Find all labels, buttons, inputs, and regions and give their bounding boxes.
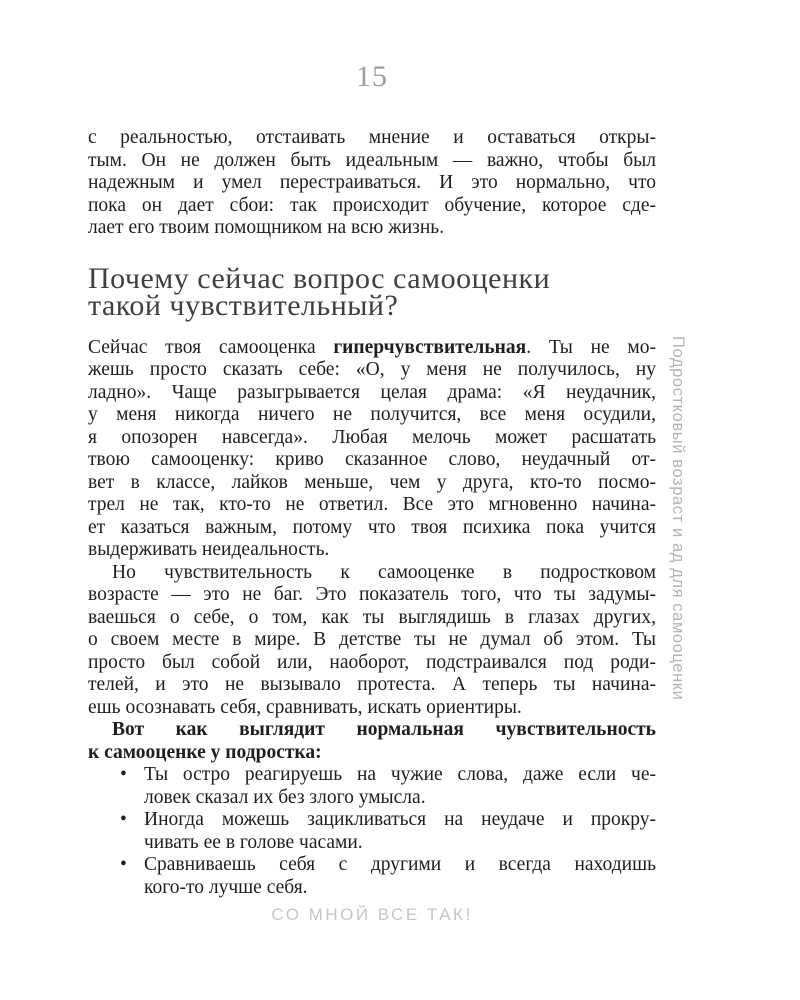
- text-line: о своем месте в мире. В детстве ты не думал об этом. Ты: [88, 629, 656, 650]
- bullet-item: [88, 809, 656, 854]
- heading-line: Почему сейчас вопрос самооценки: [88, 261, 551, 295]
- running-head-vertical: Подростковый возраст и ад для самооценки: [669, 336, 687, 701]
- text-line: я опозорен навсегда». Любая мелочь может расшатать: [88, 426, 656, 448]
- text-column: [88, 127, 656, 899]
- text-line: надежным и умел перестраиваться. И это нормально, что: [88, 172, 656, 193]
- heading-line: такой чувствительный?: [88, 288, 399, 322]
- text-line: Сравниваешь себя с другими и всегда находишь: [144, 854, 656, 875]
- text-line: чивать ее в голове часами.: [144, 831, 363, 853]
- bullet-marker: •: [120, 854, 127, 875]
- text-line: Ты остро реагируешь на чужие слова, даже если че-: [144, 764, 656, 785]
- text-line: трел не так, кто-то не ответил. Все это мгновенно начина-: [88, 494, 656, 515]
- text-line: Вот как выглядит нормальная чувствительность: [112, 719, 656, 740]
- bullet-marker: •: [120, 764, 127, 785]
- bullet-item: [88, 764, 656, 809]
- text-line: кого-то лучше себя.: [144, 876, 308, 898]
- text-line: просто был собой или, наоборот, подстраивался под роди-: [88, 651, 656, 673]
- text-line: возрасте — это не баг. Это показатель того, что ты задумы-: [88, 584, 656, 605]
- page-number: 15: [356, 60, 388, 93]
- text-line: лает его твоим помощником на всю жизнь.: [88, 217, 445, 238]
- text-line: ловек сказал их без злого умысла.: [144, 786, 426, 808]
- text-line: ешь осознавать себя, сравнивать, искать ориентиры.: [88, 696, 522, 718]
- text-line: ет казаться важным, потому что твоя психика пока учится: [88, 516, 656, 538]
- bullet-marker: •: [120, 809, 127, 830]
- body-paragraph: [88, 719, 656, 764]
- bullet-list: [88, 764, 656, 899]
- text-line: пока он дает сбои: так происходит обучение, которое сде-: [88, 194, 656, 216]
- text-line: Сейчас твоя самооценка гиперчувствительная. Ты не мо-: [88, 336, 656, 358]
- text-line: телей, и это не вызывало протеста. А теперь ты начина-: [88, 674, 656, 695]
- text-line: вет в классе, лайков меньше, чем у друга, кто-то посмо-: [88, 471, 656, 493]
- text-line: тым. Он не должен быть идеальным — важно, чтобы был: [88, 149, 656, 171]
- bullet-item: [88, 854, 656, 899]
- body-paragraph: [88, 337, 656, 562]
- text-line: жешь просто сказать себе: «О, у меня не получилось, ну: [88, 359, 656, 380]
- text-line: с реальностью, отстаивать мнение и оставаться откры-: [88, 127, 656, 148]
- running-footer: СО МНОЙ ВСЕ ТАК!: [271, 905, 473, 924]
- section-heading: [88, 261, 656, 322]
- text-line: Но чувствительность к самооценке в подростковом: [112, 561, 656, 583]
- text-line: ваешься о себе, о том, как ты выглядишь в глазах других,: [88, 606, 656, 628]
- text-line: у меня никогда ничего не получится, все меня осудили,: [88, 404, 656, 425]
- text-line: выдерживать неидеальность.: [88, 539, 330, 560]
- body-paragraph: [88, 562, 656, 720]
- text-line: Иногда можешь зацикливаться на неудаче и прокру-: [144, 809, 656, 830]
- text-line: ладно». Чаще разыгрывается целая драма: «Я неудачник,: [88, 381, 656, 403]
- text-line: к самооценке у подростка:: [88, 741, 322, 763]
- body-paragraph: [88, 127, 656, 240]
- text-line: твою самооценку: криво сказанное слово, неудачный от-: [88, 449, 656, 470]
- bold-text: гиперчувствительная: [333, 336, 527, 358]
